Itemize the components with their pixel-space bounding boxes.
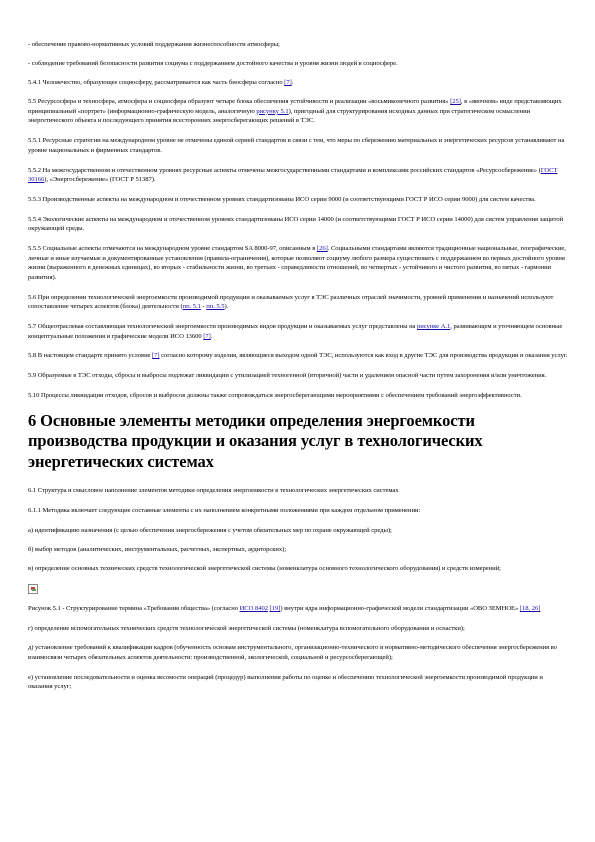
section-heading: 6 Основные элементы методики определения энергоемкости производства продукции и оказания услуг в технологических энергетических системах: [28, 410, 483, 471]
paragraph-5-6: [28, 293, 568, 312]
paragraph-text: -: [200, 303, 207, 311]
paragraph-text: ), пригодный для структурирования исходных данных при стратегическом осмыслении энергетического объекта и последующего принятия всесторонних энергосберегающих решений в ТЭС.: [28, 107, 531, 125]
paragraph-text: ), «Энергосбережение» (ГОСТ Р 51387).: [44, 176, 156, 184]
paragraph-5-7: [28, 322, 568, 341]
reference-link[interactable]: [26]: [316, 245, 328, 253]
paragraph-text: , развивающем и уточняющем основные концептуальные положения и графические модели ИСО 13600: [28, 323, 563, 340]
paragraph-5-5-5: [28, 244, 568, 282]
paragraph-5-8: [28, 351, 568, 361]
paragraph-5-4-1: [28, 78, 568, 88]
paragraph-5-9: 5.9 Образуемые в ТЭС отходы, сбросы и выбросы подлежат ликвидации с утилизацией техногенной (вторичной) части и удалением опасной части путем захоронения и/или уничтожения.: [28, 372, 547, 380]
caption-text: ) внутри ядра информационно-графической модели стандартизации «ОВО ЗЕМНОЕ»: [280, 604, 520, 612]
paragraph-5-5-2: [28, 166, 568, 185]
paragraph-text: , в «явочном» виде представляющих принципиальный «портрет» (информационно-графическую модель, аналогичную: [28, 98, 562, 115]
standard-link[interactable]: ГОСТ 30166: [28, 166, 558, 184]
figure-caption: [28, 604, 568, 614]
document-page: [28, 40, 568, 702]
caption-text: Рисунок 5.1 - Структурирование термина «Требования общества» (согласно: [28, 604, 240, 612]
paragraph-text: 5.6 При определении технологической энергоемкости производимой продукции и оказываемых услуг в ТЭС различных отраслей значимости, уровней применения и назначений используют сопоставление четырех аспектов (блока) деятельности (: [28, 293, 554, 311]
reference-link[interactable]: [7]: [284, 79, 292, 87]
list-item-b: б) выбор методов (аналитических, инструментальных, расчетных, экспертных, аудиторских);: [28, 545, 287, 553]
paragraph-text: 5.8 В настоящем стандарте принято условие: [28, 352, 153, 360]
paragraph-text: 5.5.2 На межгосударственном и отечественном уровнях ресурсные аспекты отмечены межгосударственными стандартами и комплексами российских стандартов «Ресурсосбережение» (: [28, 166, 541, 174]
paragraph-text: .: [210, 332, 213, 340]
broken-image-icon[interactable]: [28, 584, 38, 594]
figure-link[interactable]: рисунку 5.1: [256, 107, 289, 115]
figure-link[interactable]: рисунке А.1: [417, 323, 451, 331]
list-item-e: е) установление последовательности и оценка весомости операций (процедур) выполнения работы по оценке и обеспечению технологической энергоемкости производимой продукции и оказания услуг;: [28, 673, 543, 691]
paragraph-5-5-1: 5.5.1 Ресурсные стратегии на международном уровне не отмечены единой серией стандартов в связи с тем, что меры по сбережению материальных и энергетических ресурсов устанавливают на уровне национальных и фирменных стандартов.: [28, 137, 565, 154]
paragraph-text: . Социальными стандартами являются традиционные национальные, географические, личные и иные изучаемые и документированные установления (правила-ограничения), которые позволяют социуму любого размера существовать с поддержанием во первых достойного уровня жизни (выраженного в денежных единицах), во вторых - стабильности жизни, во третьих - справедливости отношений, во четвертых - устойчивого и чистого развития, во пятых - гармонии развития).: [28, 245, 566, 281]
paragraph-text: 5.5 Ресурсосфера и техносфера, атмосфера и социосфера образуют четыре блока обеспечения устойчивости и реализации «восьмиконечного развития»: [28, 98, 451, 106]
list-item-g: г) определение вспомогательных технических средств технологической энергетической системы (номенклатура вспомогательного оборудования и оснастки);: [28, 624, 465, 632]
reference-link[interactable]: [19]: [269, 604, 281, 612]
reference-link[interactable]: [7]: [203, 332, 211, 340]
section-link[interactable]: пп. 5.5: [206, 303, 225, 311]
paragraph-5-5-3: 5.5.3 Производственные аспекты на международном и отечественном уровнях стандартизованы ИСО серии 9000 (и соответствующими ГОСТ Р ИСО серии 9000) для систем качества.: [28, 196, 536, 203]
paragraph-6-1: 6.1 Структура и смысловое наполнение элементов методики определения энергоемкости в технологических энергетических системах: [28, 487, 399, 495]
bullet-socium: - соблюдение требований безопасности развития социума с поддержанием достойного качества и уровня жизни людей в социосфере.: [28, 60, 398, 68]
list-item-a: а) идентификацию назначения (с целью обеспечения энергосбережения с учетом обязательных мер по охране окружающей среды);: [28, 526, 392, 534]
paragraph-6-1-1: 6.1.1 Методика включает следующие составные элементы с их наполнением конкретными положениями при каждом отдельном применении:: [28, 507, 421, 515]
standard-link[interactable]: ИСО 8402: [239, 604, 268, 612]
paragraph-text: согласно которому изделия, являющиеся выходом одной ТЭС, используются как вход в другие ТЭС для производства продукции и оказания услуг.: [159, 352, 568, 360]
paragraph-text: .: [291, 79, 294, 87]
section-link[interactable]: пп. 5.1: [182, 303, 201, 311]
paragraph-text: 5.5.5 Социальные аспекты отмечаются на международном уровне стандартом SA 8000-97, описанным в: [28, 245, 317, 253]
list-item-d: д) установление требований к квалификации кадров (обученность основам инструментального, организационно-технического и нормативно-методического обеспечения энергосбережения во взаимосвязи четырех обязательных аспектов деятельности: производственной, экологической, социальной и ресурсосберегающей);: [28, 644, 557, 661]
bullet-atmosphere: - обеспечение правово-нормативных условий поддержания жизнеспособности атмосферы;: [28, 41, 280, 48]
reference-link[interactable]: [7]: [152, 352, 160, 360]
reference-link[interactable]: [25]: [450, 98, 461, 106]
reference-link[interactable]: [18, 26]: [519, 604, 541, 612]
paragraph-text: 5.7 Общеотраслевая составляющая технологической энергоемкости производимых видов продукции и оказываемых услуг представлены на: [28, 323, 418, 331]
paragraph-5-5: [28, 97, 568, 126]
list-item-v: в) определение основных технических средств технологической энергетической системы (номенклатура основного технологического оборудования) и средств измерений;: [28, 565, 501, 573]
paragraph-text: ).: [224, 303, 229, 311]
paragraph-text: 5.4.1 Человечество, образующее социосферу, рассматривается как часть биосферы согласно: [28, 79, 285, 87]
paragraph-5-10: 5.10 Процессы ликвидации отходов, сбросов и выбросов должны также сопровождаться энергосберегающими мероприятиями с обеспечением требований энергоэффективности.: [28, 392, 522, 400]
paragraph-5-5-4: 5.5.4 Экологические аспекты на международном и отечественном уровнях стандартизованы ИСО серии 14000 (и соответствующими ГОСТ Р ИСО серии 14000) для систем управления защитой окружающей среды.: [28, 215, 564, 233]
